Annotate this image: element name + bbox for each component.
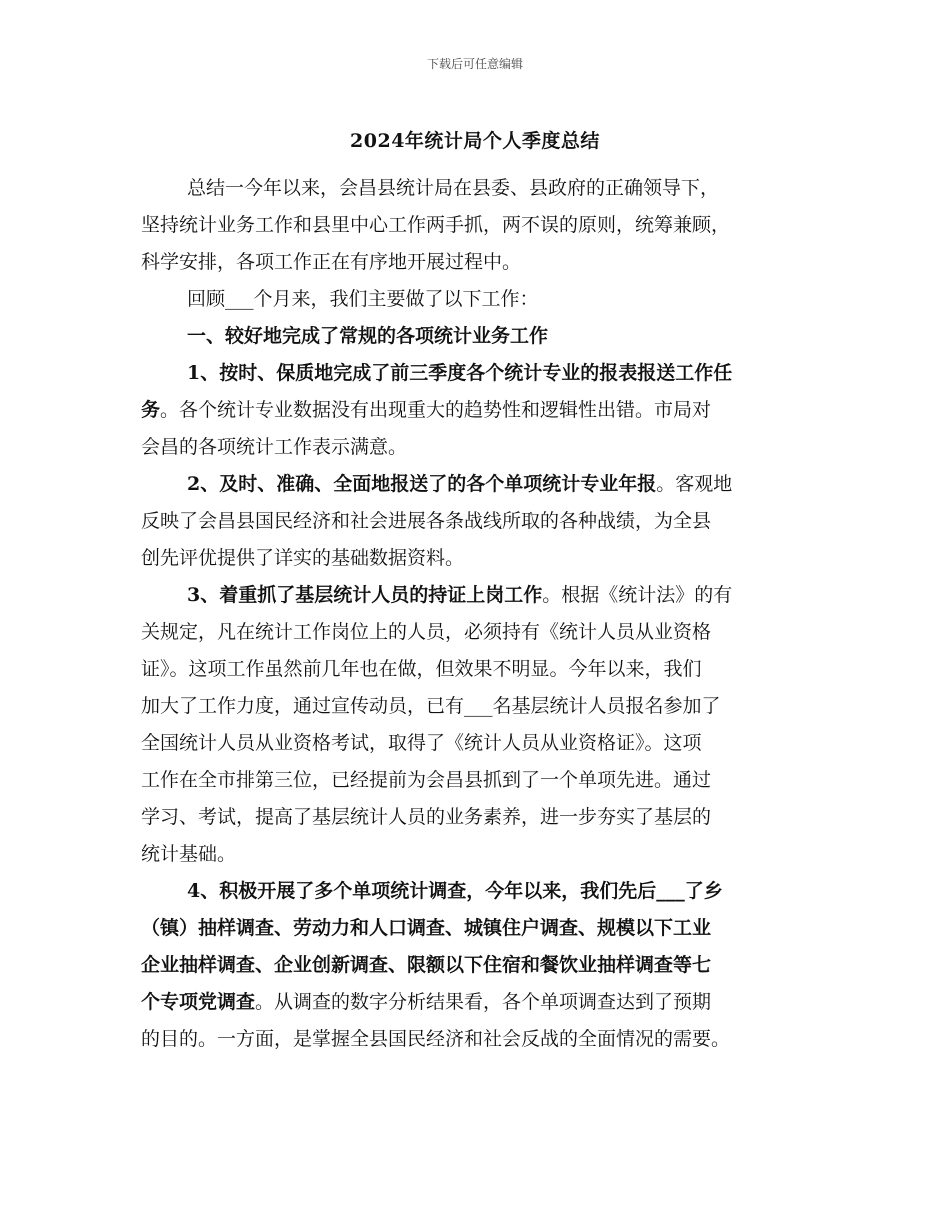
paragraph-line — [141, 355, 831, 392]
text-run: 创先评优提供了详实的基础数据资料。 — [141, 547, 465, 569]
paragraph-line — [141, 281, 831, 318]
text-run: 坚持统计业务工作和县里中心工作两手抓，两不误的原则，统筹兼顾， — [141, 214, 731, 236]
text-run: 关规定，凡在统计工作岗位上的人员，必须持有《统计人员从业资格 — [141, 621, 712, 643]
paragraph-line — [141, 1021, 831, 1058]
paragraph-line — [141, 873, 831, 910]
document-body — [141, 170, 831, 1058]
paragraph-line — [141, 207, 831, 244]
text-run: 。各个统计专业数据没有出现重大的趋势性和逻辑性出错。市局对 — [160, 399, 712, 421]
bold-run: （镇）抽样调查、劳动力和人口调查、城镇住户调查、规模以下工业 — [141, 917, 712, 939]
paragraph-line — [141, 503, 831, 540]
paragraph-line — [141, 725, 831, 762]
text-run: 回顾___个月来，我们主要做了以下工作： — [187, 288, 539, 310]
text-run: 工作在全市排第三位，已经提前为会昌县抓到了一个单项先进。通过 — [141, 769, 712, 791]
bold-run: 1、按时、保质地完成了前三季度各个统计专业的报表报送工作任 — [187, 362, 733, 384]
bold-run: 务 — [141, 399, 161, 421]
text-run: 。根据《统计法》的有 — [542, 584, 733, 606]
text-run: 学习、考试，提高了基层统计人员的业务素养，进一步夯实了基层的 — [141, 806, 712, 828]
text-run: 反映了会昌县国民经济和社会进展各条战线所取的各种战绩，为全县 — [141, 510, 712, 532]
section-heading — [141, 318, 831, 355]
text-run: 会昌的各项统计工作表示满意。 — [141, 436, 408, 458]
paragraph-line — [141, 836, 831, 873]
text-run: 的目的。一方面，是掌握全县国民经济和社会反战的全面情况的需要。 — [141, 1028, 731, 1050]
paragraph-line — [141, 984, 831, 1021]
paragraph-line — [141, 799, 831, 836]
text-run: 统计基础。 — [141, 843, 237, 865]
bold-run: 企业抽样调查、企业创新调查、限额以下住宿和餐饮业抽样调查等七 — [141, 954, 712, 976]
heading-text: 一、较好地完成了常规的各项统计业务工作 — [187, 325, 549, 347]
paragraph-line — [141, 651, 831, 688]
text-run: 。从调查的数字分析结果看，各个单项调查达到了预期 — [255, 991, 712, 1013]
page-header: 下载后可任意编辑 — [426, 57, 523, 71]
paragraph-line — [141, 688, 831, 725]
bold-run: 2、及时、准确、全面地报送了的各个单项统计专业年报 — [187, 473, 657, 495]
paragraph-line — [141, 170, 831, 207]
document-title: 2024年统计局个人季度总结 — [350, 130, 600, 152]
text-run: 加大了工作力度，通过宣传动员，已有___名基层统计人员报名参加了 — [141, 695, 721, 717]
paragraph-line — [141, 540, 831, 577]
text-run: 。客观地 — [656, 473, 733, 495]
text-run: 总结一今年以来，会昌县统计局在县委、县政府的正确领导下， — [187, 177, 720, 199]
paragraph-line — [141, 910, 831, 947]
text-run: 科学安排，各项工作正在有序地开展过程中。 — [141, 251, 522, 273]
bold-run: 4、积极开展了多个单项统计调查，今年以来，我们先后___了乡 — [187, 880, 723, 902]
text-run: 证》。这项工作虽然前几年也在做，但效果不明显。今年以来，我们 — [141, 658, 702, 680]
paragraph-line — [141, 947, 831, 984]
paragraph-line — [141, 429, 831, 466]
paragraph-line — [141, 244, 831, 281]
paragraph-line — [141, 762, 831, 799]
paragraph-line — [141, 614, 831, 651]
paragraph-line — [141, 392, 831, 429]
paragraph-line — [141, 466, 831, 503]
bold-run: 3、着重抓了基层统计人员的持证上岗工作 — [187, 584, 543, 606]
text-run: 全国统计人员从业资格考试，取得了《统计人员从业资格证》。这项 — [141, 732, 702, 754]
bold-run: 个专项党调查 — [141, 991, 256, 1013]
paragraph-line — [141, 577, 831, 614]
